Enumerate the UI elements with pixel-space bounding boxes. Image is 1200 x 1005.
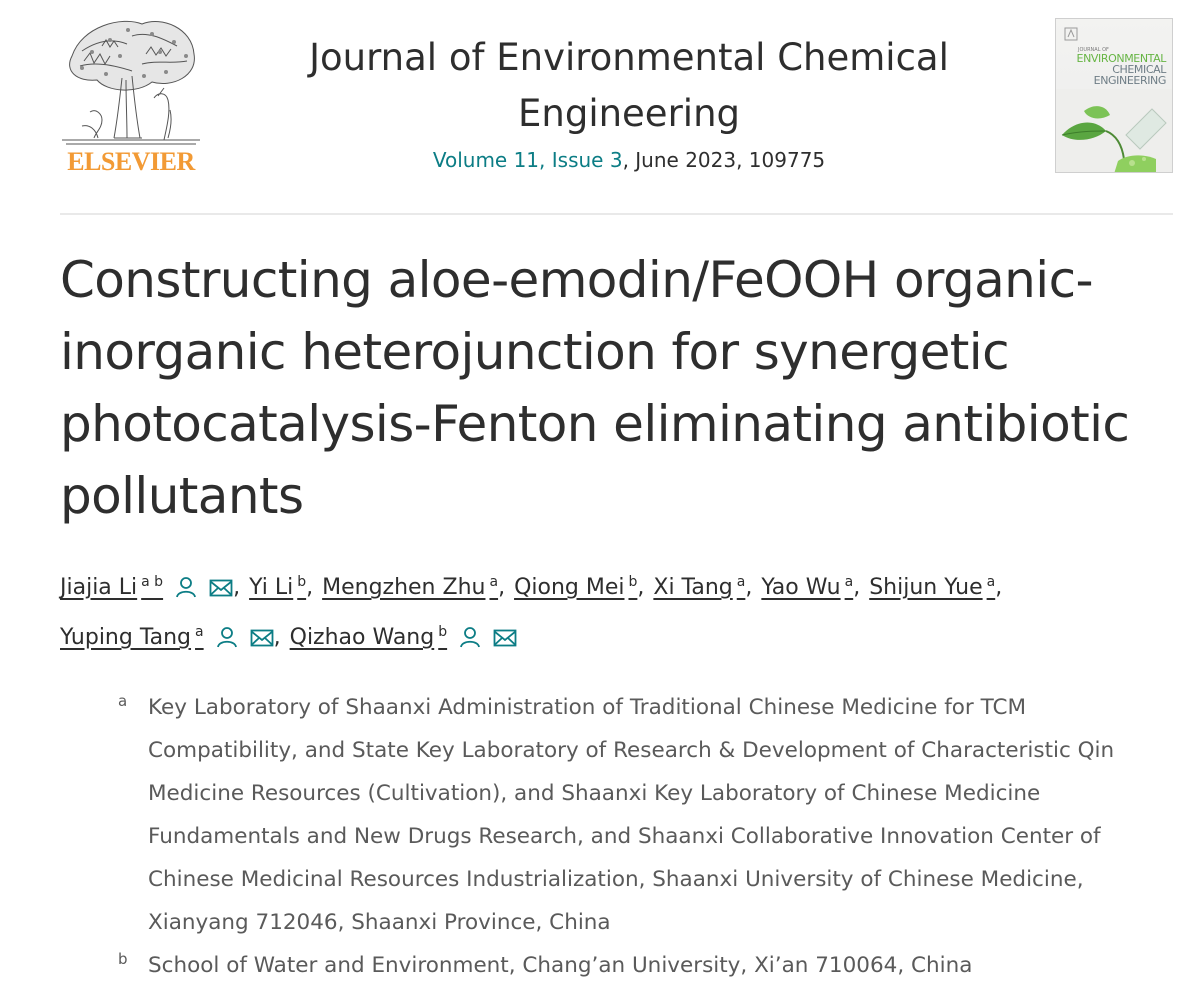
author-affiliation-sup[interactable]: a (489, 574, 499, 590)
author-name-link[interactable]: Xi Tang $^a$ (653, 574, 746, 600)
author-entry (514, 575, 637, 600)
author-entry (60, 575, 233, 600)
affiliation-text: Key Laboratory of Shaanxi Administration of Traditional Chinese Medicine for TCM Compatibility, and State Key Laboratory of Research & Development of Characteristic Qin Medicine Resources (Cultivation), and Shaanxi Key Laboratory of Chinese Medicine Fundamentals and New Drugs Research, and Shaanxi Collaborative Innovation Center of Chinese Medicinal Resources Industrialization, Shaanxi University of Chinese Medicine, Xianyang 712046, Shaanxi Province, China (148, 695, 1115, 935)
affiliation-text: School of Water and Environment, Chang’an University, Xi’an 710064, China (148, 953, 973, 978)
author-name-link[interactable]: Yi Li $^b$ (249, 574, 307, 600)
author-separator: , (233, 575, 248, 600)
cover-leaf-flask-icon (1056, 89, 1173, 173)
author-separator: , (995, 575, 1003, 600)
author-separator: , (637, 575, 652, 600)
cover-title-line2: CHEMICAL (1112, 63, 1166, 76)
person-icon[interactable] (459, 626, 481, 648)
author-affiliation-sup[interactable]: b (297, 574, 307, 590)
author-affiliation-sup[interactable]: a (986, 574, 996, 590)
author-entry (60, 625, 274, 650)
journal-title-line2: Engineering (518, 92, 740, 135)
elsevier-logo[interactable] (60, 16, 202, 178)
author-name-link[interactable]: Qizhao Wang $^b$ (289, 624, 448, 650)
person-icon[interactable] (216, 626, 238, 648)
journal-cover-image[interactable] (1055, 18, 1173, 173)
affiliation-item (118, 686, 1178, 944)
author-affiliation-sup[interactable]: b (628, 574, 638, 590)
elsevier-wordmark: ELSEVIER (67, 147, 195, 176)
journal-citation (220, 148, 1038, 172)
author-affiliation-sup[interactable]: b (438, 624, 448, 640)
affiliation-item (118, 944, 1178, 987)
elsevier-tree-icon (62, 16, 200, 148)
email-icon[interactable] (493, 628, 517, 648)
author-separator: , (498, 575, 513, 600)
author-separator: , (306, 575, 321, 600)
journal-header (60, 16, 1173, 178)
header-divider (60, 213, 1173, 215)
author-entry (869, 575, 995, 600)
affiliation-label: a (118, 692, 128, 710)
email-icon[interactable] (209, 578, 233, 598)
author-separator: , (745, 575, 760, 600)
author-entry (761, 575, 853, 600)
citation-date-article: , June 2023, 109775 (622, 148, 826, 172)
cover-title-line1: ENVIRONMENTAL (1076, 52, 1166, 65)
author-separator: , (273, 625, 288, 650)
cover-title (1062, 53, 1166, 86)
author-name-link[interactable]: Yuping Tang $^a$ (60, 624, 204, 650)
journal-title-line1: Journal of Environmental Chemical (309, 36, 949, 79)
author-affiliation-sup[interactable]: a (736, 574, 746, 590)
author-name-link[interactable]: Qiong Mei $^b$ (514, 574, 638, 600)
volume-issue-link[interactable]: Volume 11, Issue 3 (432, 148, 623, 172)
cover-small-text: JOURNAL OF (1078, 47, 1109, 53)
author-name-link[interactable]: Mengzhen Zhu $^a$ (322, 574, 499, 600)
article-title: Constructing aloe-emodin/FeOOH organic-inorganic heterojunction for synergetic photocatalysis-Fenton eliminating antibiotic pollutants (60, 251, 1130, 525)
author-name-link[interactable]: Shijun Yue $^a$ (869, 574, 996, 600)
author-entry (653, 575, 745, 600)
elsevier-mini-logo-icon (1064, 27, 1078, 41)
author-separator: , (853, 575, 868, 600)
email-icon[interactable] (250, 628, 274, 648)
affiliation-list (118, 686, 1178, 987)
author-entry (290, 625, 517, 650)
author-name-link[interactable]: Jiajia Li $^{a b}$ (60, 574, 164, 600)
journal-info (220, 30, 1038, 172)
author-list (60, 560, 1173, 660)
cover-title-line3: ENGINEERING (1093, 74, 1166, 87)
journal-title-link[interactable] (220, 30, 1038, 142)
affiliation-label: b (118, 950, 128, 968)
author-affiliation-sup[interactable]: a (195, 624, 204, 640)
author-name-link[interactable]: Yao Wu $^a$ (761, 574, 854, 600)
author-entry (322, 575, 498, 600)
author-entry (249, 575, 306, 600)
person-icon[interactable] (175, 576, 197, 598)
author-affiliation-sup[interactable]: a (844, 574, 854, 590)
author-affiliation-sup[interactable]: a b (141, 574, 164, 590)
